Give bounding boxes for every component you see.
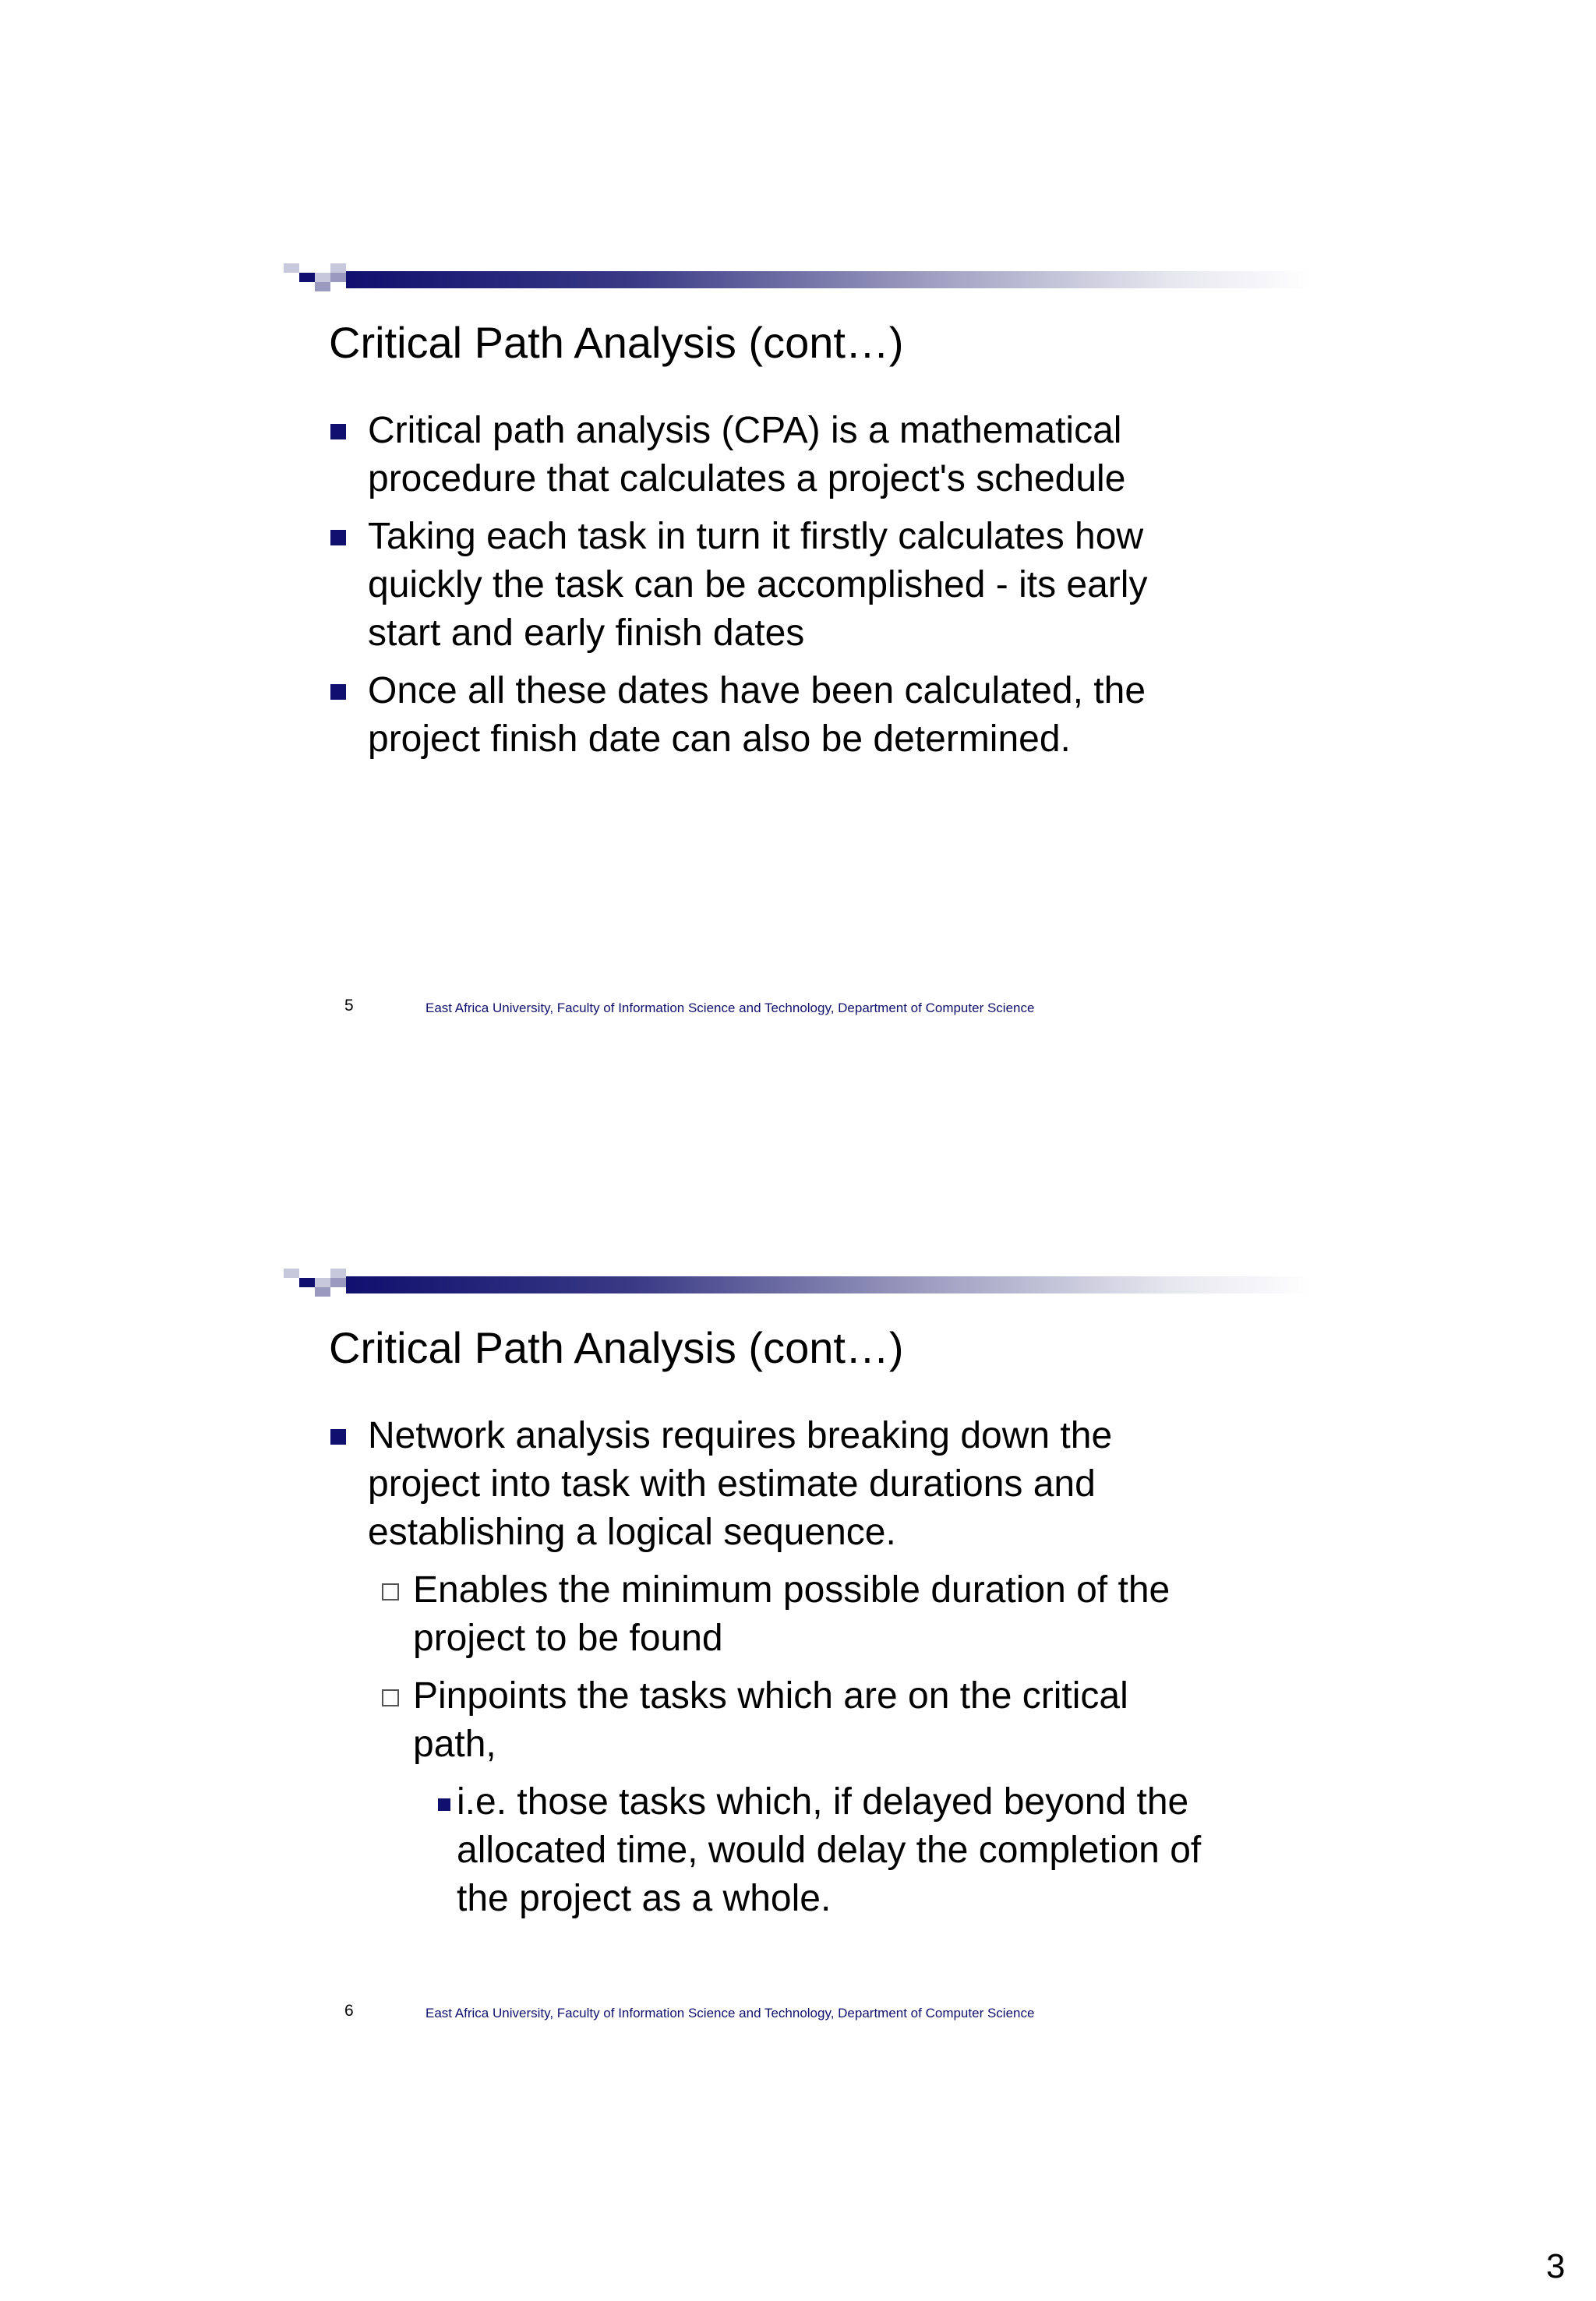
- header-gradient-bar: [346, 1276, 1312, 1293]
- slide-footer: East Africa University, Faculty of Information Science and Technology, Department of Computer Science: [425, 2006, 1035, 2020]
- slide-title: Critical Path Analysis (cont…): [329, 318, 904, 367]
- bullet-line: start and early finish dates: [368, 612, 805, 654]
- header-gradient-bar: [346, 271, 1312, 288]
- bullet-line: project to be found: [413, 1618, 723, 1659]
- bullet-line: the project as a whole.: [457, 1878, 832, 1919]
- deco-square: [330, 273, 346, 282]
- small-square-bullet-icon: [438, 1798, 450, 1811]
- bullet-item: [329, 407, 1295, 503]
- square-bullet-icon: [330, 424, 346, 439]
- bullet-line: Pinpoints the tasks which are on the critical: [413, 1675, 1128, 1717]
- header-decoration: [284, 1269, 1312, 1306]
- deco-square: [315, 1287, 330, 1297]
- deco-square: [315, 282, 330, 291]
- bullet-line: project finish date can also be determined.: [368, 718, 1071, 760]
- bullet-item: [329, 667, 1295, 764]
- bullet-item: [329, 1412, 1295, 1557]
- bullet-line: Once all these dates have been calculated, the: [368, 670, 1146, 711]
- bullet-line: establishing a logical sequence.: [368, 1512, 896, 1553]
- slide-number: 6: [344, 2002, 354, 2020]
- bullet-line: procedure that calculates a project's schedule: [368, 458, 1126, 499]
- deco-square: [330, 1269, 346, 1278]
- bullet-line: project into task with estimate durations and: [368, 1463, 1096, 1505]
- bullet-list: [329, 407, 1295, 773]
- bullet-line: Network analysis requires breaking down the: [368, 1415, 1113, 1456]
- bullet-line: path,: [413, 1724, 496, 1765]
- header-decoration: [284, 263, 1312, 301]
- deco-square: [299, 273, 315, 282]
- square-bullet-icon: [330, 684, 346, 700]
- deco-square: [299, 1278, 315, 1287]
- bullet-line: quickly the task can be accomplished - its early: [368, 564, 1148, 605]
- slide-number: 5: [344, 997, 354, 1015]
- deco-square: [330, 263, 346, 273]
- bullet-line: Taking each task in turn it firstly calculates how: [368, 516, 1144, 557]
- slide-6: [0, 1005, 1596, 2018]
- hollow-square-bullet-icon: [382, 1689, 399, 1706]
- deco-square: [315, 1278, 330, 1287]
- bullet-item: [329, 513, 1295, 658]
- deco-square: [315, 273, 330, 282]
- bullet-list: [329, 1412, 1295, 1932]
- square-bullet-icon: [330, 530, 346, 545]
- sub-bullet-item: [329, 1566, 1295, 1663]
- sub-bullet-item: [329, 1672, 1295, 1769]
- page-number: 3: [1546, 2247, 1566, 2285]
- deco-square: [284, 1269, 299, 1278]
- bullet-line: Enables the minimum possible duration of the: [413, 1569, 1171, 1611]
- slide-title: Critical Path Analysis (cont…): [329, 1323, 904, 1372]
- deco-square: [330, 1278, 346, 1287]
- slide-5: [0, 0, 1596, 1013]
- deco-square: [284, 263, 299, 273]
- bullet-line: allocated time, would delay the completion of: [457, 1830, 1202, 1871]
- square-bullet-icon: [330, 1429, 346, 1445]
- hollow-square-bullet-icon: [382, 1583, 399, 1600]
- slide-footer: East Africa University, Faculty of Information Science and Technology, Department of Computer Science: [425, 1001, 1035, 1015]
- bullet-line: Critical path analysis (CPA) is a mathematical: [368, 410, 1122, 451]
- bullet-line: i.e. those tasks which, if delayed beyond the: [457, 1781, 1189, 1823]
- sub-sub-bullet-item: [329, 1778, 1295, 1923]
